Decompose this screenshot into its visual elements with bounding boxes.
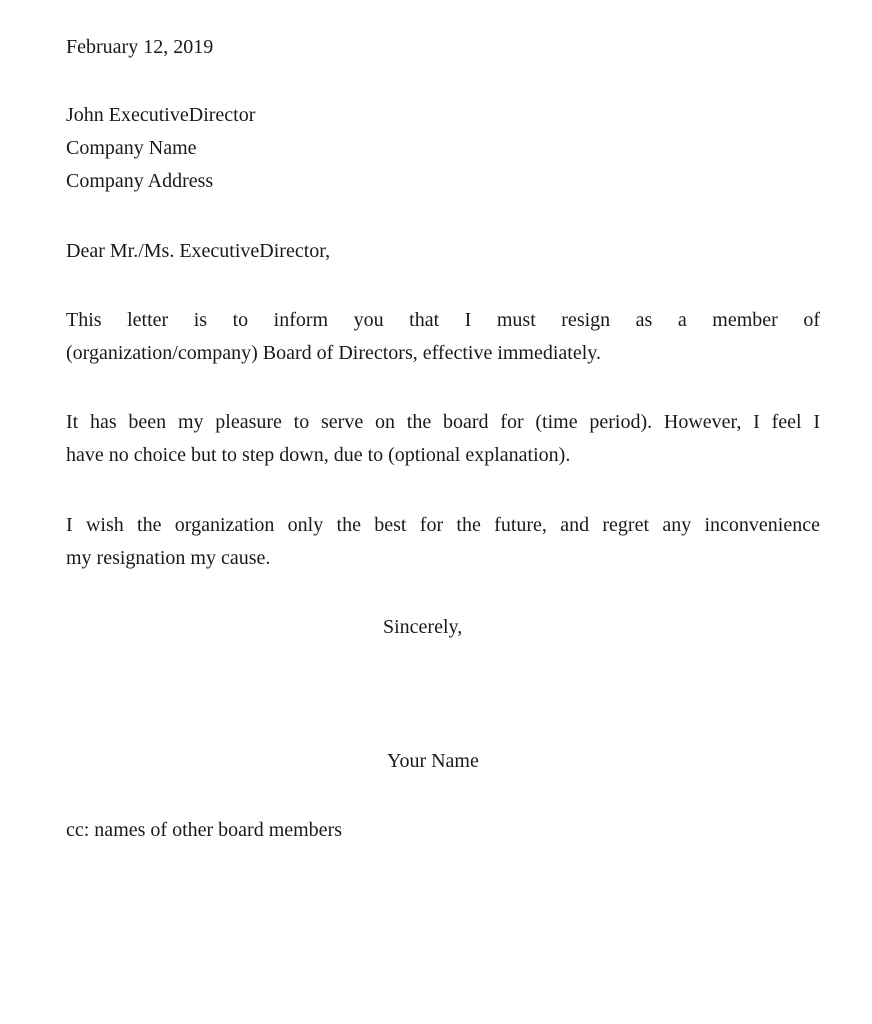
cc-line	[66, 814, 820, 847]
paragraph-1-line-1: This letter is to inform you that I must resign as a member of	[66, 309, 820, 331]
paragraph-2-line-1: It has been my pleasure to serve on the board for (time period). However, I feel I	[66, 411, 820, 433]
paragraph-3-line-1: I wish the organization only the best for the future, and regret any inconvenience	[66, 514, 820, 536]
cc-text: cc: names of other board members	[66, 819, 343, 841]
paragraph-3-line-2: my resignation my cause.	[66, 547, 271, 569]
body-paragraph-2	[66, 406, 820, 472]
recipient-address-block	[66, 99, 820, 198]
body-paragraph-1	[66, 304, 820, 370]
closing: Sincerely,	[383, 616, 463, 638]
recipient-name: John ExecutiveDirector	[66, 104, 256, 126]
recipient-company-name: Company Name	[66, 137, 197, 159]
body-paragraph-3	[66, 509, 820, 575]
letter-date	[66, 31, 820, 64]
paragraph-1-line-2: (organization/company) Board of Directors, effective immediately.	[66, 342, 601, 364]
date-text: February 12, 2019	[66, 36, 214, 58]
recipient-company-address: Company Address	[66, 170, 214, 192]
salutation	[66, 235, 820, 268]
paragraph-2-line-2: have no choice but to step down, due to (optional explanation).	[66, 444, 571, 466]
signature-name: Your Name	[387, 750, 479, 772]
salutation-text: Dear Mr./Ms. ExecutiveDirector,	[66, 240, 331, 262]
